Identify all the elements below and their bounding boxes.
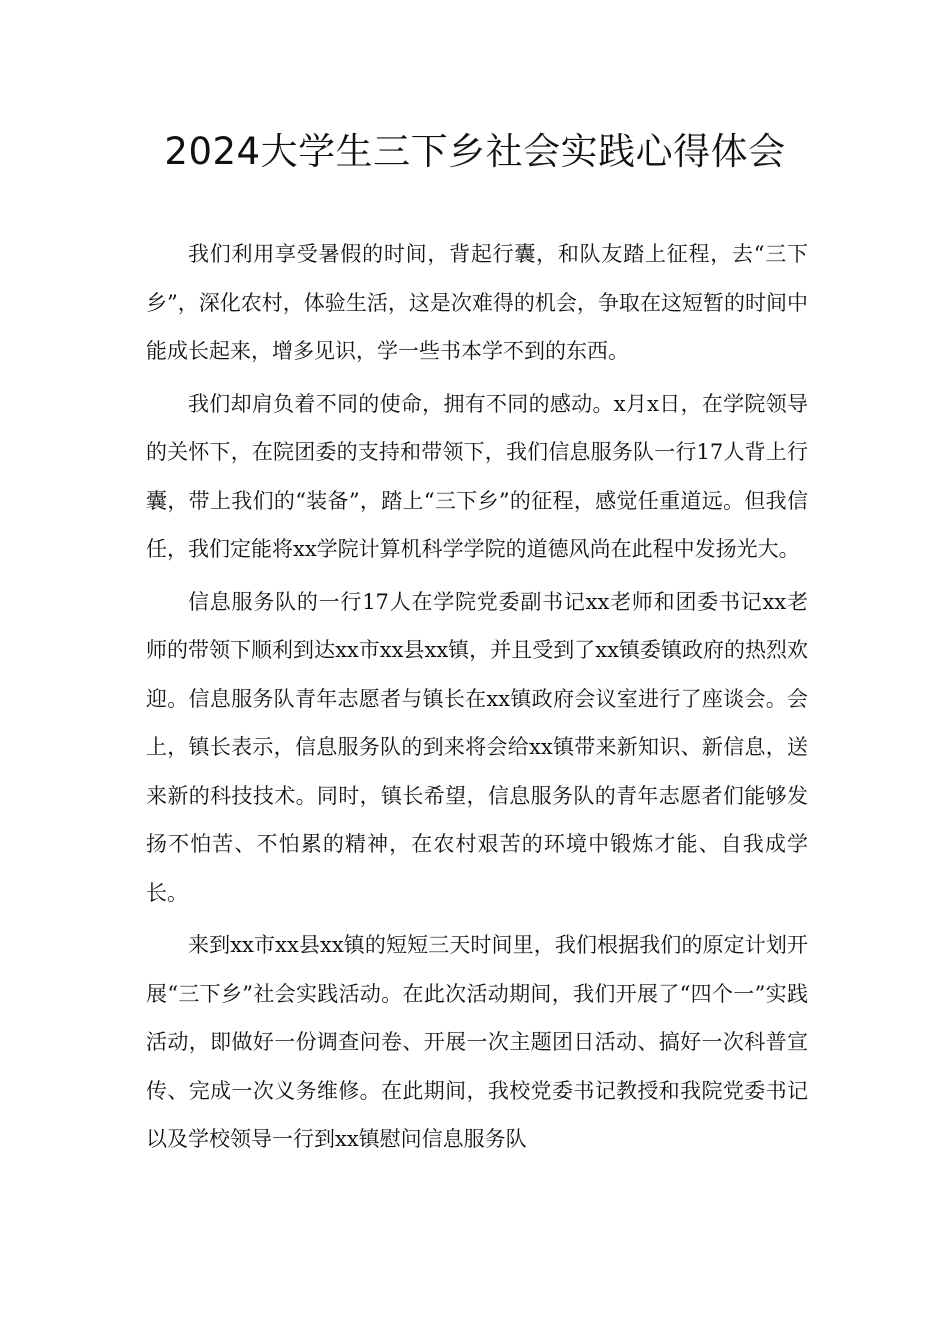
paragraph: 我们利用享受暑假的时间，背起行囊，和队友踏上征程，去“三下乡”，深化农村，体验生活，这是次难得的机会，争取在这短暂的时间中能成长起来，增多见识，学一些书本学不到的东西。 [146,242,808,363]
paragraph: 我们却肩负着不同的使命，拥有不同的感动。x月x日，在学院领导的关怀下，在院团委的支持和带领下，我们信息服务队一行17人背上行囊，带上我们的“装备”，踏上“三下乡”的征程，感觉任重道远。但我信任，我们定能将xx学院计算机科学学院的道德风尚在此程中发扬光大。 [146,391,808,561]
document-body [146,230,808,1166]
paragraph: 信息服务队的一行17人在学院党委副书记xx老师和团委书记xx老师的带领下顺利到达xx市xx县xx镇，并且受到了xx镇委镇政府的热烈欢迎。信息服务队青年志愿者与镇长在xx镇政府会议室进行了座谈会。会上，镇长表示，信息服务队的到来将会给xx镇带来新知识、新信息，送来新的科技技术。同时，镇长希望，信息服务队的青年志愿者们能够发扬不怕苦、不怕累的精神，在农村艰苦的环境中锻炼才能、自我成学长。 [146,589,808,905]
paragraph: 来到xx市xx县xx镇的短短三天时间里，我们根据我们的原定计划开展“三下乡”社会实践活动。在此次活动期间，我们开展了“四个一”实践活动，即做好一份调查问卷、开展一次主题团日活动、搞好一次科普宣传、完成一次义务维修。在此期间，我校党委书记教授和我院党委书记以及学校领导一行到xx镇慰问信息服务队 [146,933,808,1151]
document-title: 2024大学生三下乡社会实践心得体会 [164,130,786,173]
